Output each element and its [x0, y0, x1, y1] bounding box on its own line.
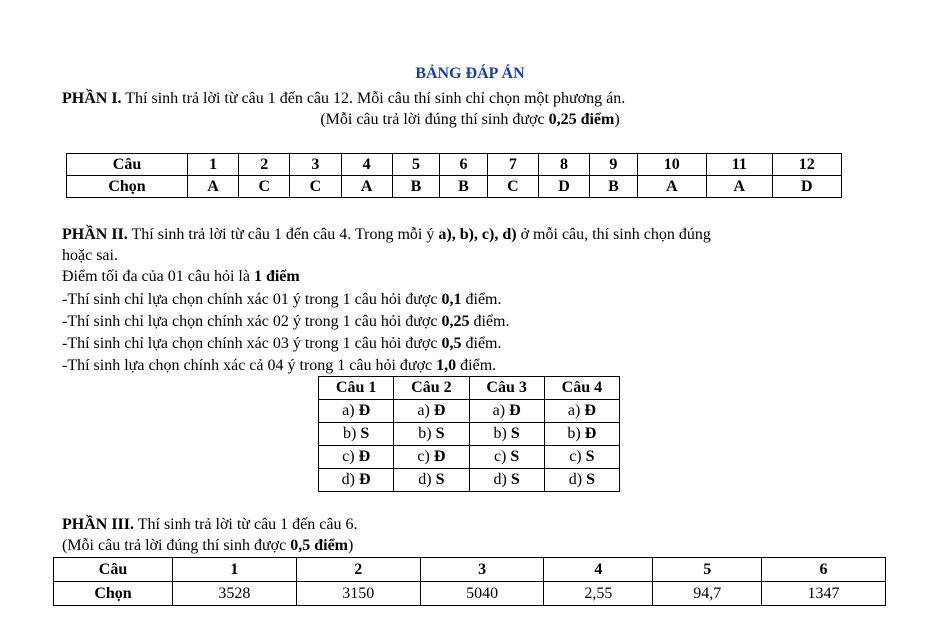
part1-answer-cell: A: [341, 176, 392, 198]
rule-points: 0,25: [441, 313, 470, 330]
rule-text: -Thí sinh chỉ lựa chọn chính xác 02 ý trong 1 câu hỏi được: [62, 313, 442, 330]
part3-answer-row: [54, 582, 886, 606]
rule-text: -Thí sinh chỉ lựa chọn chính xác 03 ý trong 1 câu hỏi được: [62, 335, 442, 352]
part1-answer-cell: B: [392, 176, 440, 198]
part2-column-header: Câu 3: [469, 377, 544, 400]
part2-row-c: [319, 446, 620, 469]
part1-text: Thí sinh trả lời từ câu 1 đến câu 12. Mỗi câu thí sinh chỉ chọn một phương án.: [121, 90, 626, 107]
part1-answer-table: [66, 153, 842, 198]
part3-answer-cell: 3150: [296, 582, 420, 606]
part3-text: Thí sinh trả lời từ câu 1 đến câu 6.: [134, 516, 358, 533]
part1-answer-row: [67, 176, 842, 198]
part2-header-row: [319, 377, 620, 400]
rule-points: 0,1: [441, 291, 462, 308]
part1-answer-cell: D: [772, 176, 841, 198]
part1-question-cell: 3: [290, 154, 341, 176]
part1-question-cell: 8: [538, 154, 589, 176]
part3-answer-cell: 3528: [173, 582, 297, 606]
part1-question-cell: 6: [440, 154, 488, 176]
part3-answer-table: [53, 557, 886, 606]
part1-instruction: [62, 89, 625, 109]
part2-cell: b) S: [394, 423, 469, 446]
part2-max-score: [62, 267, 300, 287]
rule-text: -Thí sinh chỉ lựa chọn chính xác 01 ý trong 1 câu hỏi được: [62, 291, 442, 308]
part2-cell: c) S: [544, 446, 619, 469]
part3-instruction: [62, 515, 357, 535]
part2-cell: b) S: [469, 423, 544, 446]
part2-cell: d) Đ: [319, 469, 394, 492]
part2-rule-3: [62, 334, 502, 354]
part2-cell: d) S: [394, 469, 469, 492]
part2-column-header: Câu 2: [394, 377, 469, 400]
part1-answer-cell: D: [538, 176, 589, 198]
part2-column-header: Câu 1: [319, 377, 394, 400]
part1-question-cell: 12: [772, 154, 841, 176]
part3-question-cell: 4: [544, 558, 653, 582]
part2-cell: b) Đ: [544, 423, 619, 446]
part2-column-header: Câu 4: [544, 377, 619, 400]
part1-answer-cell: A: [188, 176, 239, 198]
part1-answer-cell: C: [487, 176, 538, 198]
part3-question-cell: 6: [762, 558, 886, 582]
part1-note-pre: (Mỗi câu trả lời đúng thí sinh được: [320, 111, 549, 128]
part1-question-cell: 11: [706, 154, 772, 176]
part3-answer-cell: 94,7: [653, 582, 762, 606]
part2-cell: c) Đ: [394, 446, 469, 469]
rule-suffix: điểm.: [456, 357, 497, 374]
part2-cell: a) Đ: [319, 400, 394, 423]
part2-max-pre: Điểm tối đa của 01 câu hỏi là: [62, 268, 254, 285]
part2-rule-4: [62, 356, 496, 376]
part2-max-bold: 1 điểm: [253, 268, 300, 285]
rule-suffix: điểm.: [469, 313, 510, 330]
part2-cell: d) S: [544, 469, 619, 492]
part2-answer-table: [318, 376, 620, 492]
part2-instruction-cont: hoặc sai.: [62, 247, 118, 264]
part1-question-header: Câu: [67, 154, 188, 176]
part1-answer-cell: A: [706, 176, 772, 198]
part3-question-cell: 1: [173, 558, 297, 582]
rule-suffix: điểm.: [461, 335, 502, 352]
part2-rule-2: [62, 312, 510, 332]
part2-row-a: [319, 400, 620, 423]
part2-row-d: [319, 469, 620, 492]
part3-question-header: Câu: [54, 558, 173, 582]
part2-cell: c) S: [469, 446, 544, 469]
part3-note-post: ): [348, 537, 354, 554]
part1-answer-cell: A: [637, 176, 706, 198]
part1-question-row: [67, 154, 842, 176]
part2-cell: a) Đ: [544, 400, 619, 423]
part2-cell: a) Đ: [394, 400, 469, 423]
page-title: BẢNG ĐÁP ÁN: [415, 65, 525, 82]
part2-rule-1: [62, 290, 502, 310]
rule-suffix: điểm.: [461, 291, 502, 308]
part1-note: [0, 110, 940, 130]
part1-question-cell: 1: [188, 154, 239, 176]
part3-answer-cell: 2,55: [544, 582, 653, 606]
part3-answer-cell: 1347: [762, 582, 886, 606]
part1-answer-cell: B: [590, 176, 638, 198]
part2-cell: a) Đ: [469, 400, 544, 423]
part3-answer-header: Chọn: [54, 582, 173, 606]
part3-label: PHẦN III.: [62, 516, 135, 533]
part2-label: PHẦN II.: [62, 226, 128, 243]
part3-note: [62, 536, 353, 556]
part2-text-b: ở mỗi câu, thí sinh chọn đúng: [516, 226, 711, 243]
part2-cell: c) Đ: [319, 446, 394, 469]
part1-question-cell: 5: [392, 154, 440, 176]
part3-question-cell: 2: [296, 558, 420, 582]
part2-text-bold: a), b), c), d): [438, 226, 517, 243]
part2-cell: b) S: [319, 423, 394, 446]
part2-cell: d) S: [469, 469, 544, 492]
part1-answer-cell: C: [290, 176, 341, 198]
rule-points: 1,0: [436, 357, 457, 374]
part1-label: PHẦN I.: [62, 90, 122, 107]
rule-text: -Thí sinh lựa chọn chính xác cả 04 ý trong 1 câu hỏi được: [62, 357, 437, 374]
part3-question-row: [54, 558, 886, 582]
part2-row-b: [319, 423, 620, 446]
part1-question-cell: 10: [637, 154, 706, 176]
part3-answer-cell: 5040: [420, 582, 544, 606]
part1-answer-header: Chọn: [67, 176, 188, 198]
part1-question-cell: 4: [341, 154, 392, 176]
part3-note-pre: (Mỗi câu trả lời đúng thí sinh được: [62, 537, 291, 554]
part3-question-cell: 5: [653, 558, 762, 582]
part2-instruction: [62, 225, 711, 245]
part3-question-cell: 3: [420, 558, 544, 582]
part1-question-cell: 2: [239, 154, 290, 176]
rule-points: 0,5: [441, 335, 462, 352]
part1-answer-cell: B: [440, 176, 488, 198]
part1-note-post: ): [614, 111, 620, 128]
part2-text-a: Thí sinh trả lời từ câu 1 đến câu 4. Trong mỗi ý: [127, 226, 439, 243]
part3-note-points: 0,5 điểm: [290, 537, 349, 554]
part1-note-points: 0,25 điểm: [548, 111, 615, 128]
part1-answer-cell: C: [239, 176, 290, 198]
part1-question-cell: 7: [487, 154, 538, 176]
part1-question-cell: 9: [590, 154, 638, 176]
